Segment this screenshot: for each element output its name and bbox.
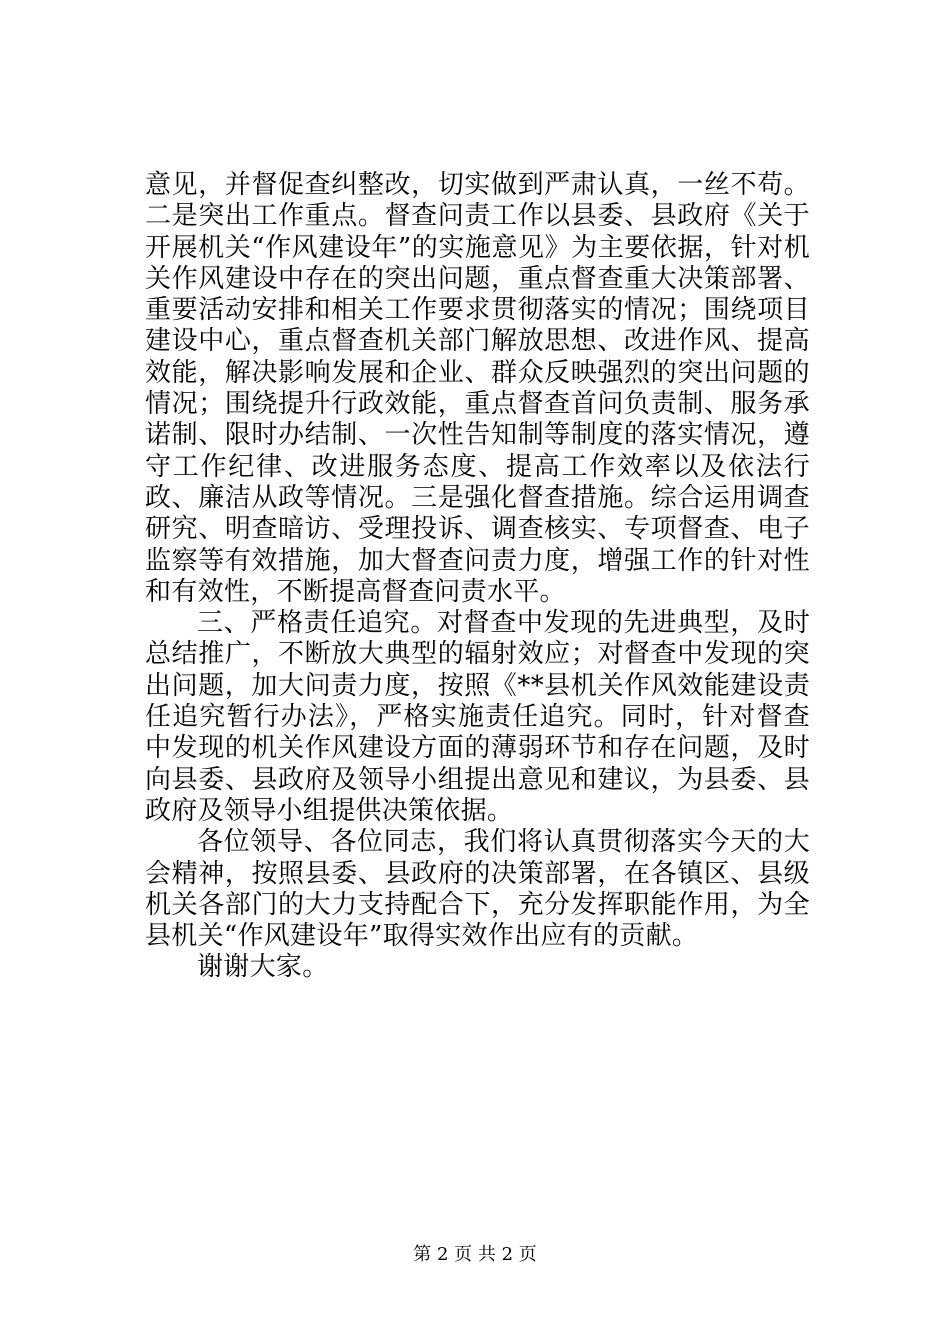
page-number-footer: 第 2 页 共 2 页 — [413, 1244, 537, 1265]
document-body — [145, 170, 810, 984]
body-paragraph-3: 各位领导、各位同志，我们将认真贯彻落实今天的大会精神，按照县委、县政府的决策部署，在各镇区、县级机关各部门的大力支持配合下，充分发挥职能作用，为全县机关“作风建设年”取得实效作出应有的贡献。 — [145, 827, 810, 952]
body-paragraph-2: 三、严格责任追究。对督查中发现的先进典型，及时总结推广，不断放大典型的辐射效应；对督查中发现的突出问题，加大问责力度，按照《**县机关作风效能建设责任追究暂行办法》，严格实施责任追究。同时，针对督查中发现的机关作风建设方面的薄弱环节和存在问题，及时向县委、县政府及领导小组提出意见和建议，为县委、县政府及领导小组提供决策依据。 — [145, 608, 810, 826]
body-paragraph-4: 谢谢大家。 — [197, 952, 329, 983]
body-paragraph-1: 意见，并督促查纠整改，切实做到严肃认真，一丝不苟。二是突出工作重点。督查问责工作以县委、县政府《关于开展机关“作风建设年”的实施意见》为主要依据，针对机关作风建设中存在的突出问题，重点督查重大决策部署、重要活动安排和相关工作要求贯彻落实的情况；围绕项目建设中心，重点督查机关部门解放思想、改进作风、提高效能，解决影响发展和企业、群众反映强烈的突出问题的情况；围绕提升行政效能，重点督查首问负责制、服务承诺制、限时办结制、一次性告知制等制度的落实情况，遵守工作纪律、改进服务态度、提高工作效率以及依法行政、廉洁从政等情况。三是强化督查措施。综合运用调查研究、明查暗访、受理投诉、调查核实、专项督查、电子监察等有效措施，加大督查问责力度，增强工作的针对性和有效性，不断提高督查问责水平。 — [145, 170, 810, 607]
